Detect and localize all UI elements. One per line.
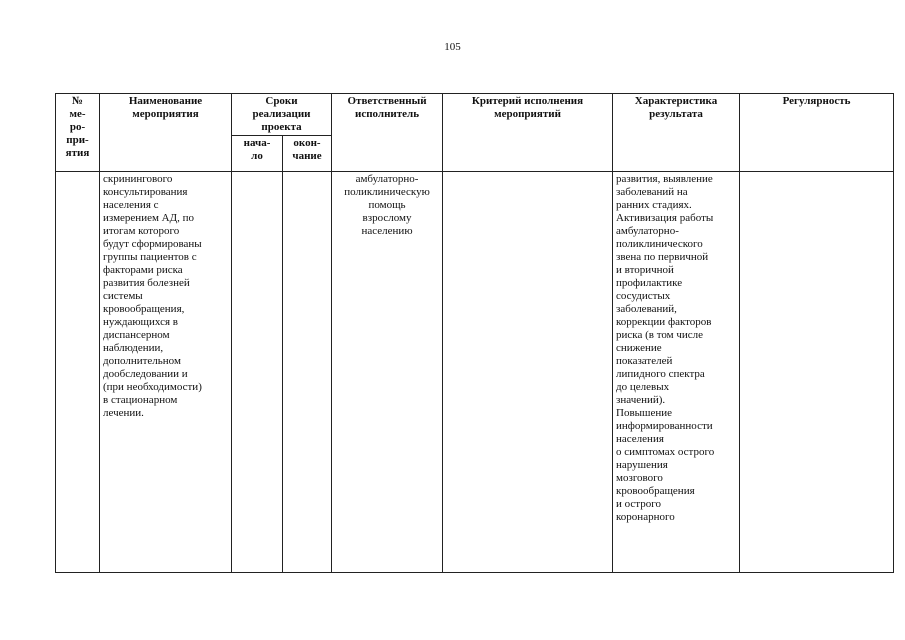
cell-number [56, 172, 100, 573]
header-terms: Сроки реализации проекта [232, 94, 332, 136]
cell-end [283, 172, 332, 573]
cell-start [232, 172, 283, 573]
header-responsible: Ответственный исполнитель [332, 94, 443, 172]
header-regularity: Регулярность [740, 94, 894, 172]
cell-result: развития, выявление заболеваний на ранних стадиях. Активизация работы амбулаторно- поликлинического звена по первичной и вторичной профилактике сосудистых заболеваний, коррекции факторов риска (в том числе снижение показателей липидного спектра до целевых значений). Повышение информированности населения о симптомах острого нарушения мозгового кровообращения и острого коронарного [613, 172, 740, 573]
cell-name: скринингового консультирования населения с измерением АД, по итогам которого будут сформированы группы пациентов с факторами риска развития болезней системы кровообращения, нуждающихся в диспансерном наблюдении, дополнительном дообследовании и (при необходимости) в стационарном лечении. [100, 172, 232, 573]
header-start: нача- ло [232, 136, 283, 172]
header-name: Наименование мероприятия [100, 94, 232, 172]
cell-regularity [740, 172, 894, 573]
cell-responsible: амбулаторно- поликлиническую помощь взрослому населению [332, 172, 443, 573]
page-number: 105 [444, 41, 461, 53]
table-row [56, 172, 894, 573]
events-table [55, 93, 894, 573]
header-result: Характеристика результата [613, 94, 740, 172]
header-criterion: Критерий исполнения мероприятий [443, 94, 613, 172]
header-end: окон- чание [283, 136, 332, 172]
header-number: № ме- ро- при- ятия [56, 94, 100, 172]
cell-criterion [443, 172, 613, 573]
